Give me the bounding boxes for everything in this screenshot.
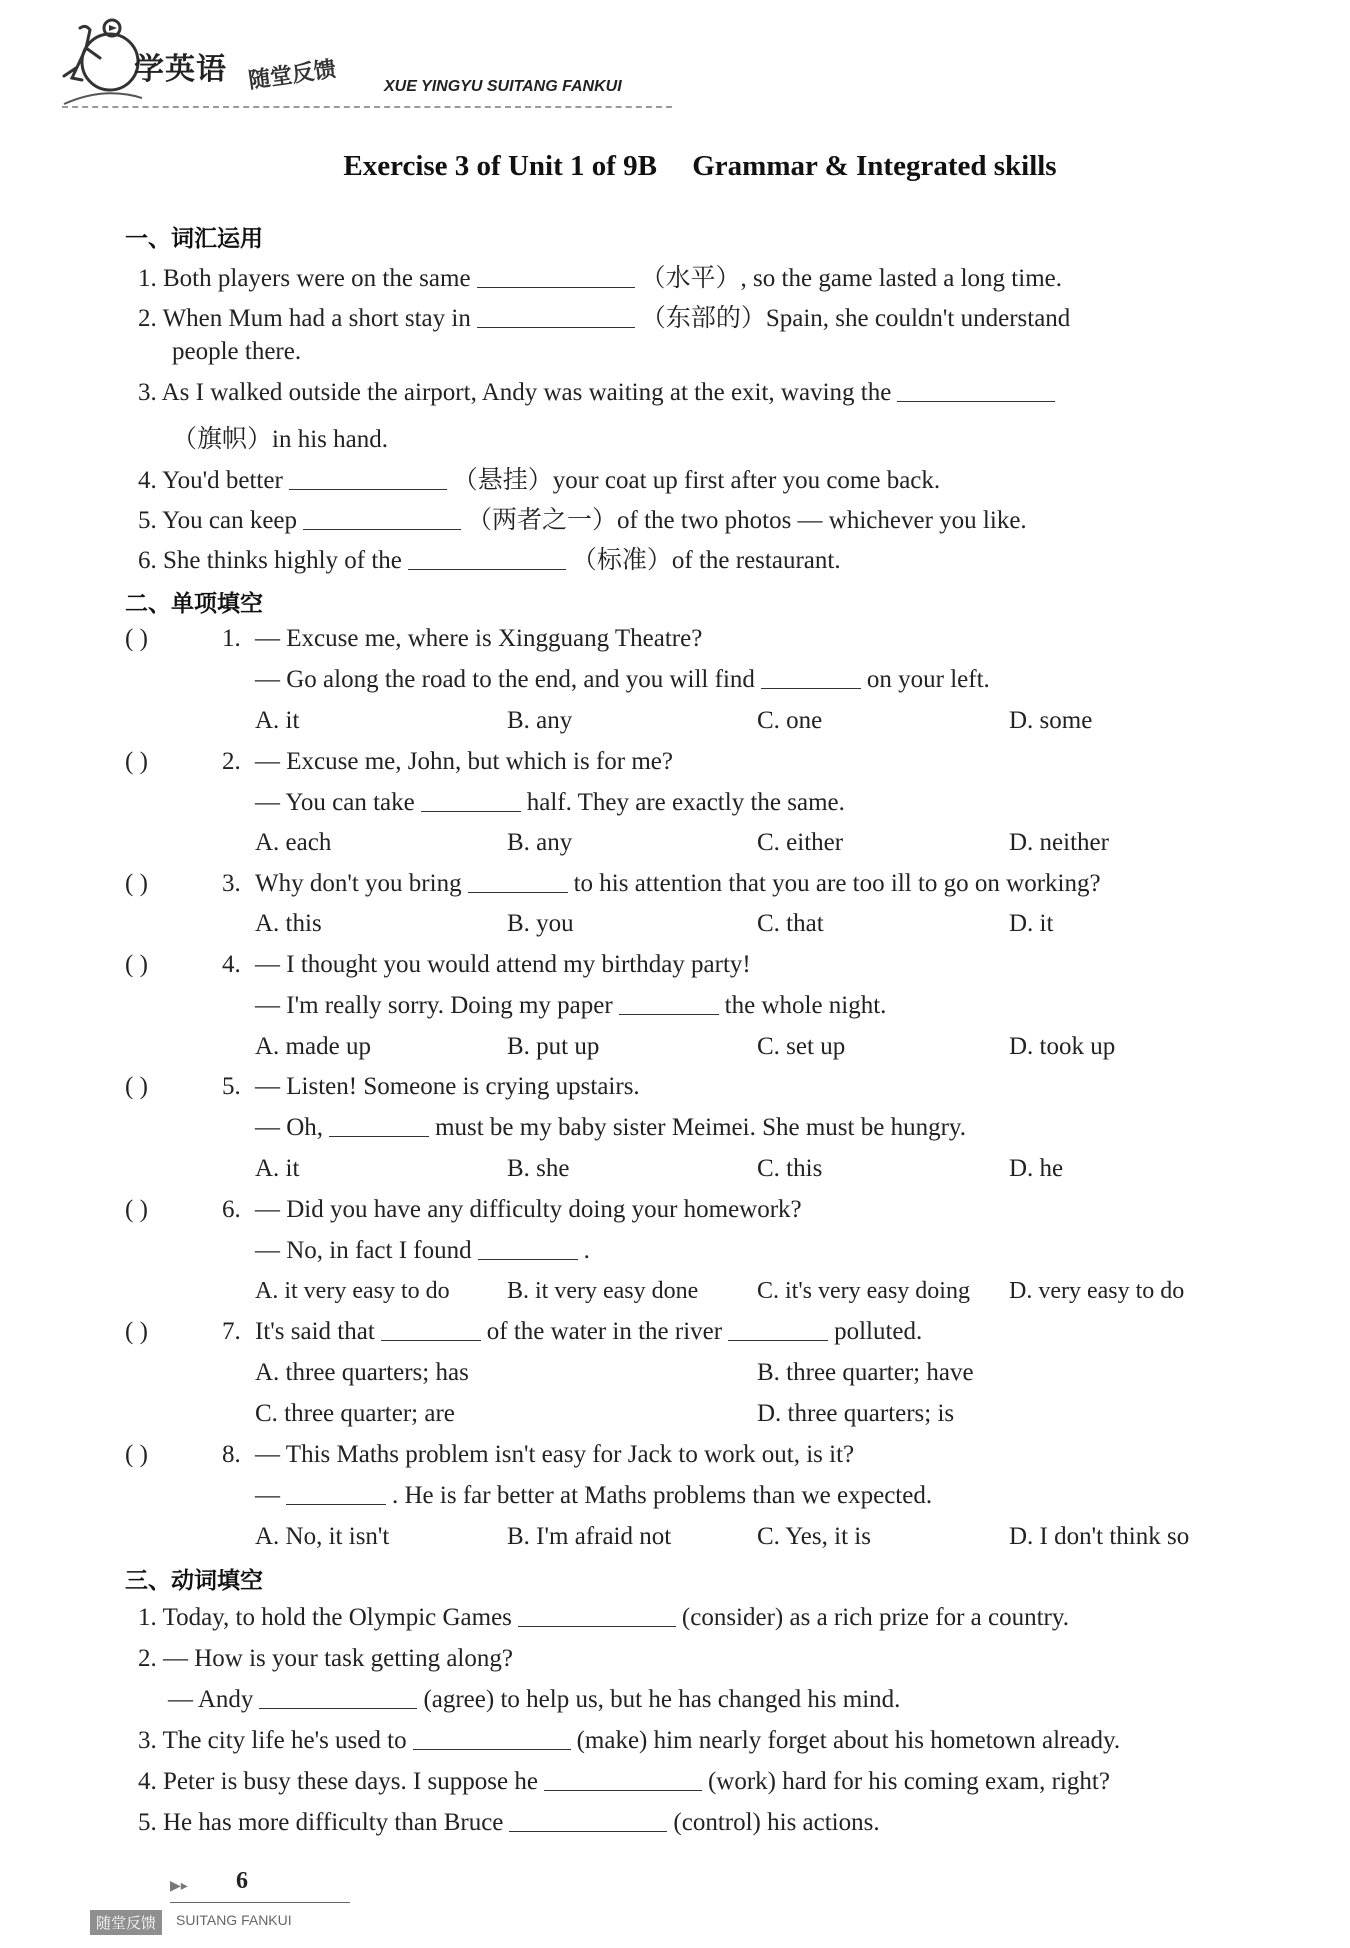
- header-divider: [62, 106, 672, 108]
- option-c[interactable]: C. one: [757, 707, 823, 734]
- double-arrow-icon: ▶▸: [170, 1878, 188, 1894]
- answer-blank[interactable]: [329, 1114, 429, 1137]
- question-number: 2.: [222, 748, 241, 775]
- answer-blank[interactable]: [544, 1768, 702, 1791]
- mc-1-line-2: — Go along the road to the end, and you will find on your left.: [255, 666, 990, 693]
- vocab-item-5: 5. You can keep （两者之一）of the two photos — whichever you like.: [138, 507, 1027, 534]
- vocab-item-3-cont: （旗帜）in his hand.: [172, 426, 388, 453]
- brand-title: 学英语: [134, 52, 227, 87]
- answer-blank[interactable]: [259, 1686, 417, 1709]
- vocab-item-1: 1. Both players were on the same （水平）, so the game lasted a long time.: [138, 265, 1062, 292]
- verb-item-1: 1. Today, to hold the Olympic Games (consider) as a rich prize for a country.: [138, 1604, 1069, 1631]
- option-a[interactable]: A. it very easy to do: [255, 1278, 450, 1304]
- option-d[interactable]: D. some: [1009, 707, 1093, 734]
- vocab-item-2-cont: people there.: [172, 338, 302, 365]
- option-c[interactable]: C. it's very easy doing: [757, 1278, 970, 1304]
- answer-blank[interactable]: [468, 870, 568, 893]
- option-d[interactable]: D. it: [1009, 910, 1054, 937]
- runner-logo-icon: [62, 18, 142, 108]
- option-a[interactable]: A. No, it isn't: [255, 1523, 390, 1550]
- option-c[interactable]: C. three quarter; are: [255, 1400, 455, 1427]
- section-multiple-choice-heading: 二、单项填空: [125, 591, 263, 617]
- vocab-item-6: 6. She thinks highly of the （标准）of the restaurant.: [138, 547, 841, 574]
- question-number: 6.: [222, 1196, 241, 1223]
- footer-divider: [170, 1902, 350, 1903]
- vocab-item-2: 2. When Mum had a short stay in （东部的）Spain, she couldn't understand: [138, 305, 1071, 332]
- answer-blank[interactable]: [897, 379, 1055, 402]
- mc-8-line-2: — . He is far better at Maths problems than we expected.: [255, 1482, 933, 1509]
- answer-blank[interactable]: [509, 1809, 667, 1832]
- option-c[interactable]: C. Yes, it is: [757, 1523, 871, 1550]
- answer-blank[interactable]: [303, 507, 461, 530]
- option-b[interactable]: B. you: [507, 910, 574, 937]
- option-b[interactable]: B. I'm afraid not: [507, 1523, 672, 1550]
- question-number: 3.: [222, 870, 241, 897]
- option-d[interactable]: D. very easy to do: [1009, 1278, 1185, 1304]
- question-number: 8.: [222, 1441, 241, 1468]
- mc-7-line-1: It's said that of the water in the river polluted.: [255, 1318, 923, 1345]
- option-d[interactable]: D. three quarters; is: [757, 1400, 955, 1427]
- answer-blank[interactable]: [413, 1727, 571, 1750]
- mc-3-line-1: Why don't you bring to his attention that you are too ill to go on working?: [255, 870, 1101, 897]
- option-c[interactable]: C. either: [757, 829, 844, 856]
- option-b[interactable]: B. any: [507, 707, 573, 734]
- option-c[interactable]: C. this: [757, 1155, 823, 1182]
- mc-5-line-1: — Listen! Someone is crying upstairs.: [255, 1073, 640, 1100]
- page-footer: [90, 1862, 370, 1932]
- title-exercise: Exercise 3 of Unit 1 of 9B: [343, 150, 657, 182]
- mc-4-line-1: — I thought you would attend my birthday party!: [255, 951, 751, 978]
- answer-blank[interactable]: [381, 1318, 481, 1341]
- answer-parentheses[interactable]: ( ): [125, 951, 148, 978]
- section-vocabulary-heading: 一、词汇运用: [125, 226, 263, 252]
- option-b[interactable]: B. she: [507, 1155, 570, 1182]
- option-c[interactable]: C. that: [757, 910, 824, 937]
- mc-2-line-1: — Excuse me, John, but which is for me?: [255, 748, 673, 775]
- option-a[interactable]: A. this: [255, 910, 322, 937]
- answer-parentheses[interactable]: ( ): [125, 1073, 148, 1100]
- question-number: 4.: [222, 951, 241, 978]
- option-b[interactable]: B. it very easy done: [507, 1278, 699, 1304]
- answer-parentheses[interactable]: ( ): [125, 870, 148, 897]
- question-number: 1.: [222, 625, 241, 652]
- answer-parentheses[interactable]: ( ): [125, 1196, 148, 1223]
- vocab-item-3: 3. As I walked outside the airport, Andy was waiting at the exit, waving the: [138, 379, 1061, 407]
- option-a[interactable]: A. it: [255, 707, 300, 734]
- answer-blank[interactable]: [477, 305, 635, 328]
- mc-5-line-2: — Oh, must be my baby sister Meimei. She must be hungry.: [255, 1114, 967, 1141]
- verb-item-3: 3. The city life he's used to (make) him nearly forget about his hometown already.: [138, 1727, 1121, 1754]
- option-c[interactable]: C. set up: [757, 1033, 846, 1060]
- answer-blank[interactable]: [408, 547, 566, 570]
- mc-6-line-1: — Did you have any difficulty doing your homework?: [255, 1196, 802, 1223]
- option-d[interactable]: D. neither: [1009, 829, 1109, 856]
- question-number: 7.: [222, 1318, 241, 1345]
- section-verb-fill-heading: 三、动词填空: [125, 1568, 263, 1594]
- option-b[interactable]: B. any: [507, 829, 573, 856]
- page-number: 6: [236, 1868, 248, 1894]
- option-a[interactable]: A. made up: [255, 1033, 371, 1060]
- question-number: 5.: [222, 1073, 241, 1100]
- title-topic: Grammar & Integrated skills: [692, 150, 1057, 182]
- answer-blank[interactable]: [518, 1604, 676, 1627]
- vocab-item-4: 4. You'd better （悬挂）your coat up first after you come back.: [138, 467, 941, 494]
- answer-blank[interactable]: [619, 992, 719, 1015]
- answer-blank[interactable]: [728, 1318, 828, 1341]
- option-a[interactable]: A. each: [255, 829, 332, 856]
- verb-item-4: 4. Peter is busy these days. I suppose he (work) hard for his coming exam, right?: [138, 1768, 1110, 1795]
- option-d[interactable]: D. he: [1009, 1155, 1064, 1182]
- answer-blank[interactable]: [477, 265, 635, 288]
- option-b[interactable]: B. put up: [507, 1033, 600, 1060]
- brand-subtitle: 随堂反馈: [246, 56, 338, 94]
- mc-4-line-2: — I'm really sorry. Doing my paper the whole night.: [255, 992, 887, 1019]
- verb-item-2-line-2: — Andy (agree) to help us, but he has changed his mind.: [168, 1686, 901, 1713]
- answer-parentheses[interactable]: ( ): [125, 1318, 148, 1345]
- verb-item-2: 2. — How is your task getting along?: [138, 1645, 513, 1672]
- answer-parentheses[interactable]: ( ): [125, 1441, 148, 1468]
- answer-parentheses[interactable]: ( ): [125, 625, 148, 652]
- verb-item-5: 5. He has more difficulty than Bruce (control) his actions.: [138, 1809, 880, 1836]
- option-d[interactable]: D. took up: [1009, 1033, 1116, 1060]
- mc-1-line-1: — Excuse me, where is Xingguang Theatre?: [255, 625, 703, 652]
- answer-blank[interactable]: [286, 1482, 386, 1505]
- page-header: [62, 18, 682, 123]
- answer-blank[interactable]: [761, 666, 861, 689]
- footer-badge: 随堂反馈: [90, 1910, 162, 1935]
- option-b[interactable]: B. three quarter; have: [757, 1359, 974, 1386]
- answer-blank[interactable]: [289, 467, 447, 490]
- footer-label: SUITANG FANKUI: [176, 1912, 292, 1928]
- mc-6-line-2: — No, in fact I found .: [255, 1237, 590, 1264]
- option-a[interactable]: A. three quarters; has: [255, 1359, 469, 1386]
- option-d[interactable]: D. I don't think so: [1009, 1523, 1190, 1550]
- answer-blank[interactable]: [478, 1237, 578, 1260]
- option-a[interactable]: A. it: [255, 1155, 300, 1182]
- mc-8-line-1: — This Maths problem isn't easy for Jack to work out, is it?: [255, 1441, 855, 1468]
- page-title: [0, 150, 1350, 183]
- brand-pinyin: XUE YINGYU SUITANG FANKUI: [384, 78, 622, 95]
- answer-blank[interactable]: [421, 789, 521, 812]
- answer-parentheses[interactable]: ( ): [125, 748, 148, 775]
- mc-2-line-2: — You can take half. They are exactly the same.: [255, 789, 845, 816]
